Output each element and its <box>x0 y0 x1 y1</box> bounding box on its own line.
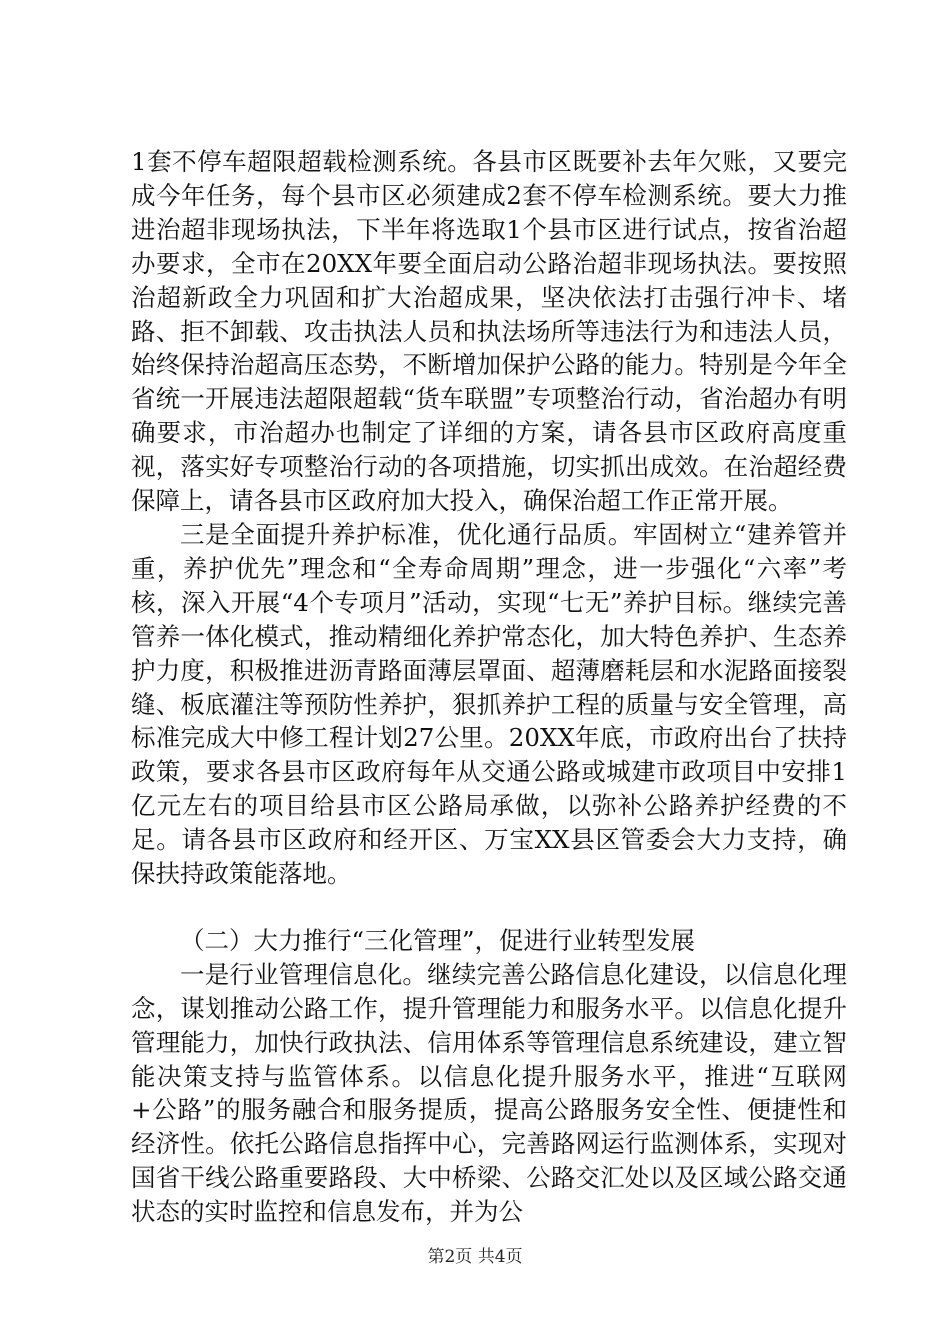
body-paragraph-2: 三是全面提升养护标准，优化通行品质。牢固树立“建养管并重，养护优先”理念和“全寿命周期”理念，进一步强化“六率”考核，深入开展“4个专项月”活动，实现“七无”养护目标。继续完善管养一体化模式，推动精细化养护常态化，加大特色养护、生态养护力度，积极推进沥青路面薄层罩面、超薄磨耗层和水泥路面接裂缝、板底灌注等预防性养护，狠抓养护工程的质量与安全管理，高标准完成大中修工程计划27公里。20XX年底，市政府出台了扶持政策，要求各县市区政府每年从交通公路或城建市政项目中安排1亿元左右的项目给县市区公路局承做，以弥补公路养护经费的不足。请各县市区政府和经开区、万宝XX县区管委会大力支持，确保扶持政策能落地。 <box>131 519 847 889</box>
body-paragraph-3: 一是行业管理信息化。继续完善公路信息化建设，以信息化理念，谋划推动公路工作，提升管理能力和服务水平。以信息化提升管理能力，加快行政执法、信用体系等管理信息系统建设，建立智能决策支持与监管体系。以信息化提升服务水平，推进“互联网+公路”的服务融合和服务提质，提高公路服务安全性、便捷性和经济性。依托公路信息指挥中心，完善路网运行监测体系，实现对国省干线公路重要路段、大中桥梁、公路交汇处以及区域公路交通状态的实时监控和信息发布，并为公 <box>131 959 847 1227</box>
body-paragraph-1: 1套不停车超限超载检测系统。各县市区既要补去年欠账，又要完成今年任务，每个县市区必须建成2套不停车检测系统。要大力推进治超非现场执法，下半年将选取1个县市区进行试点，按省治超办要求，全市在20XX年要全面启动公路治超非现场执法。要按照治超新政全力巩固和扩大治超成果，坚决依法打击强行冲卡、堵路、拒不卸载、攻击执法人员和执法场所等违法行为和违法人员，始终保持治超高压态势，不断增加保护公路的能力。特别是今年全省统一开展违法超限超载“货车联盟”专项整治行动，省治超办有明确要求，市治超办也制定了详细的方案，请各县市区政府高度重视，落实好专项整治行动的各项措施，切实抓出成效。在治超经费保障上，请各县市区政府加大投入，确保治超工作正常开展。 <box>131 147 847 516</box>
page-footer: 第2页 共4页 <box>427 1247 523 1267</box>
section-heading: （二）大力推行“三化管理”，促进行业转型发展 <box>180 925 696 955</box>
document-body <box>131 145 847 1229</box>
paragraph-spacer <box>131 891 847 924</box>
